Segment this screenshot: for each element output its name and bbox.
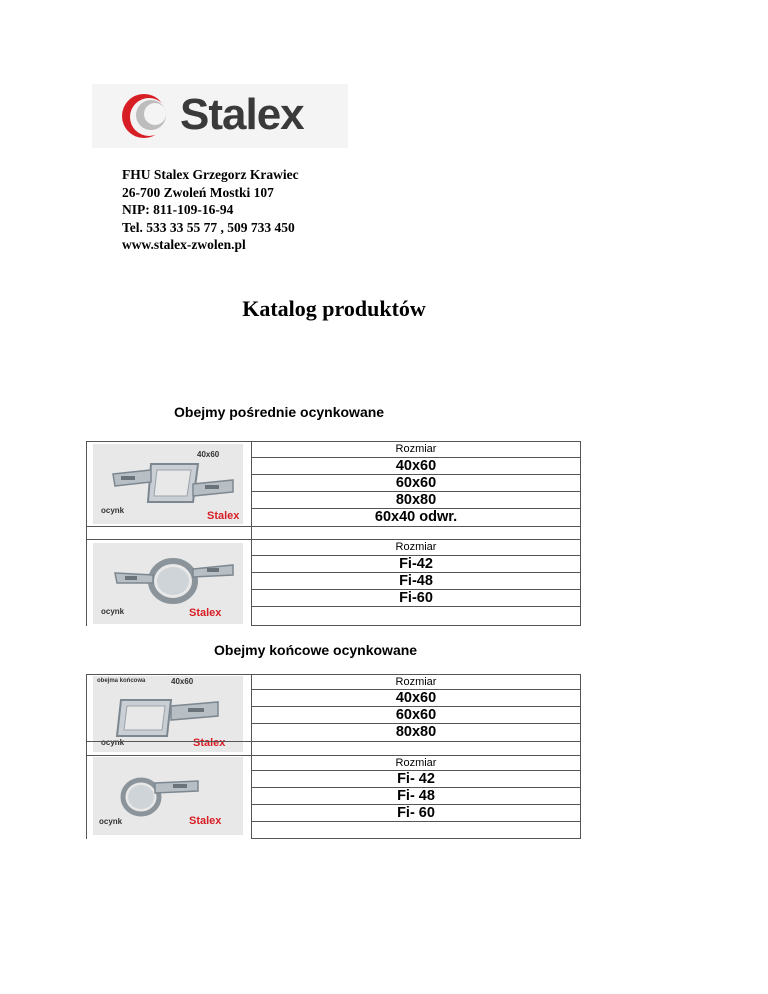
- product-photo-end-round-clamp: [93, 757, 243, 835]
- photo-label-size: 40x60: [197, 450, 220, 459]
- size-header: Rozmiar: [252, 756, 580, 771]
- size-header: Rozmiar: [252, 442, 580, 458]
- company-phone: Tel. 533 33 55 77 , 509 733 450: [122, 219, 295, 235]
- photo-label-type: obejma końcowa: [97, 678, 146, 684]
- size-value: 40x60: [252, 690, 580, 707]
- size-value: Fi-42: [252, 556, 580, 573]
- size-value: 80x80: [252, 492, 580, 509]
- photo-label-brand: Stalex: [189, 607, 222, 619]
- product-table-intermediate-square: [86, 441, 581, 626]
- company-info: [122, 166, 299, 254]
- company-logo: [92, 84, 348, 148]
- photo-cell: [87, 675, 252, 839]
- photo-cell: [87, 442, 252, 626]
- size-value: 80x80: [395, 724, 437, 740]
- row-divider: [87, 526, 580, 527]
- size-value: 60x60: [252, 707, 580, 724]
- company-address: 26-700 Zwoleń Mostki 107: [122, 184, 274, 200]
- page-title: Katalog produktów: [242, 296, 426, 321]
- size-value: Fi- 48: [252, 788, 580, 805]
- size-value: 60x40 odwr.: [374, 509, 458, 525]
- photo-label-brand: Stalex: [207, 510, 240, 522]
- logo-wordmark: Stalex: [180, 90, 304, 139]
- row-divider: [87, 741, 580, 742]
- size-header: Rozmiar: [252, 675, 580, 690]
- size-value: Fi- 42: [252, 771, 580, 788]
- photo-label-finish: ocynk: [101, 607, 125, 616]
- section-heading-end: Obejmy końcowe ocynkowane: [214, 642, 418, 658]
- photo-label-brand: Stalex: [193, 737, 226, 749]
- photo-label-finish: ocynk: [101, 738, 125, 747]
- size-value: Fi- 60: [252, 805, 580, 822]
- section-heading-intermediate: Obejmy pośrednie ocynkowane: [174, 404, 385, 420]
- product-table-end-clamps: [86, 674, 581, 839]
- size-value: Fi-60: [252, 590, 580, 607]
- size-value: 40x60: [252, 458, 580, 475]
- stalex-logo-mark-icon: [92, 84, 182, 148]
- photo-label-finish: ocynk: [99, 817, 123, 826]
- company-nip: NIP: 811-109-16-94: [122, 202, 234, 217]
- empty-row: [252, 822, 580, 839]
- size-value: Fi-48: [252, 573, 580, 590]
- size-header: Rozmiar: [252, 540, 580, 556]
- product-photo-round-clamp: [93, 543, 243, 624]
- photo-label-finish: ocynk: [101, 506, 125, 515]
- photo-label-size: 40x60: [171, 677, 194, 686]
- company-website: www.stalex-zwolen.pl: [122, 237, 246, 252]
- empty-row: [252, 607, 580, 626]
- company-name: FHU Stalex Grzegorz Krawiec: [122, 167, 299, 182]
- size-value: 60x60: [252, 475, 580, 492]
- photo-label-brand: Stalex: [189, 815, 222, 827]
- product-photo-square-clamp: [93, 444, 243, 524]
